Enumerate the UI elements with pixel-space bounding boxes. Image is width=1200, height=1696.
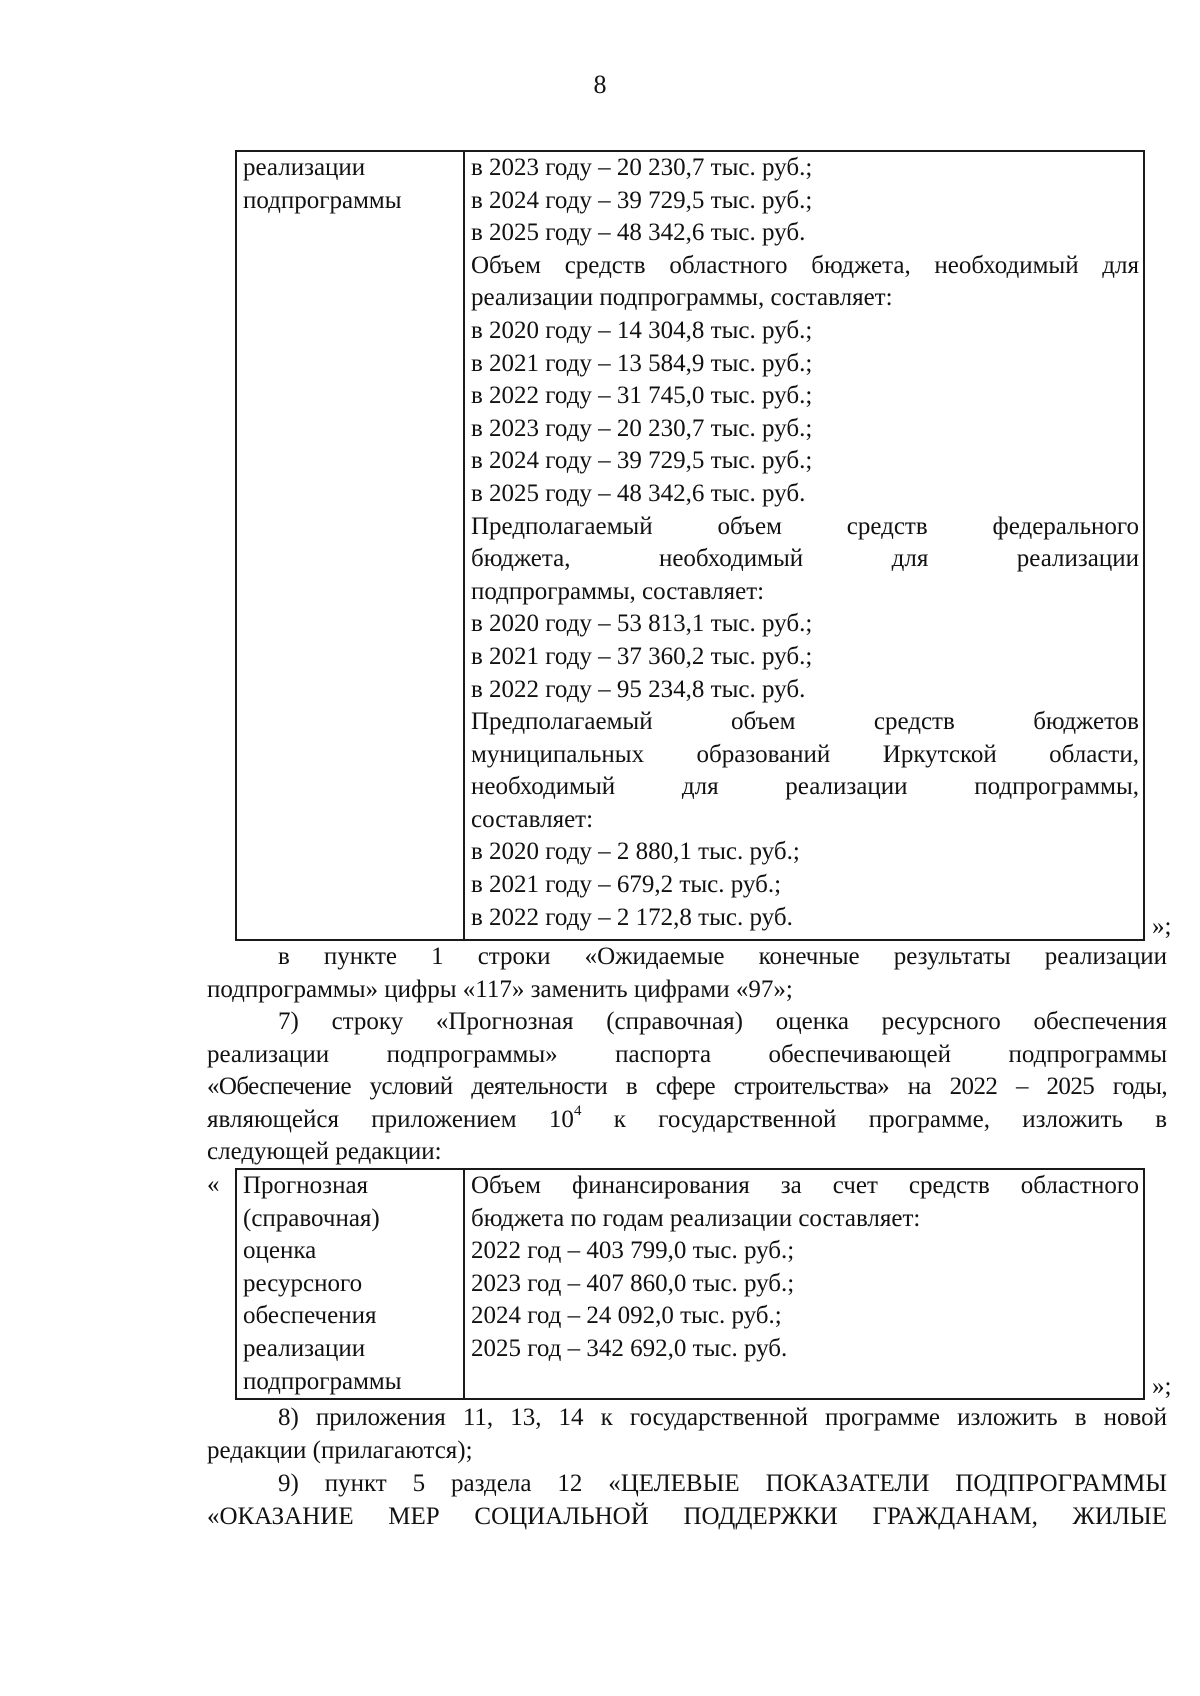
table1-right-line: в 2022 году – 95 234,8 тыс. руб. — [471, 675, 806, 703]
table1-right-line: в 2023 году – 20 230,7 тыс. руб.; — [471, 414, 813, 442]
table2-right-line: 2024 год – 24 092,0 тыс. руб.; — [471, 1302, 782, 1330]
table2-left-line: обеспечения — [243, 1302, 377, 1330]
table1-right-line: в 2022 году – 31 745,0 тыс. руб.; — [471, 382, 813, 410]
table1-left-text — [243, 152, 459, 217]
table1-right-line: в 2020 году – 14 304,8 тыс. руб.; — [471, 316, 813, 344]
paragraph4-line1: 9) пункт 5 раздела 12 «ЦЕЛЕВЫЕ ПОКАЗАТЕЛИ ПОДПРОГРАММЫ — [278, 1470, 1167, 1497]
paragraph2-line1: 7) строку «Прогнозная (справочная) оценка ресурсного обеспечения — [278, 1008, 1167, 1035]
table2-left-line: ресурсного — [243, 1269, 363, 1297]
paragraph2-line3: «Обеспечение условий деятельности в сфере строительства» на 2022 – 2025 годы, — [207, 1073, 1167, 1100]
table2-right-text — [471, 1170, 1139, 1366]
table2-right-line: 2025 год – 342 692,0 тыс. руб. — [471, 1334, 788, 1362]
table1-right-line: бюджета, необходимый для реализации — [471, 545, 1139, 573]
table1-right-line: в 2020 году – 2 880,1 тыс. руб.; — [471, 838, 800, 866]
table1-right-line: составляет: — [471, 805, 594, 833]
paragraph-item-1-change — [207, 941, 1167, 1006]
table2-right-line: 2023 год – 407 860,0 тыс. руб.; — [471, 1269, 795, 1297]
table1-right-line: муниципальных образований Иркутской области, — [471, 740, 1139, 768]
resource-table-forecast — [235, 1168, 1145, 1400]
table1-right-line: в 2023 году – 20 230,7 тыс. руб.; — [471, 154, 813, 181]
paragraph-item-8 — [207, 1402, 1167, 1467]
table1-right-line: необходимый для реализации подпрограммы, — [471, 773, 1139, 801]
table2-close-quote: »; — [1152, 1373, 1172, 1400]
table1-left-cell — [236, 151, 464, 940]
table1-right-text — [471, 152, 1139, 934]
table2-left-line: (справочная) — [243, 1204, 380, 1232]
table2-left-line: оценка — [243, 1237, 317, 1265]
table2-left-text — [243, 1170, 459, 1398]
resource-table-continued — [235, 150, 1145, 941]
table2-right-cell — [464, 1169, 1144, 1399]
table2-left-line: реализации — [243, 1334, 366, 1362]
table1-right-line: в 2021 году – 679,2 тыс. руб.; — [471, 871, 782, 899]
paragraph-item-7 — [207, 1006, 1167, 1169]
paragraph-item-9 — [207, 1468, 1167, 1533]
table2-right-line: 2022 год – 403 799,0 тыс. руб.; — [471, 1237, 795, 1265]
table1-right-line: Объем средств областного бюджета, необходимый для — [471, 251, 1139, 279]
table1-right-line: реализации подпрограммы, составляет: — [471, 284, 893, 312]
paragraph1-line2: подпрограммы» цифры «117» заменить цифрами «97»; — [207, 975, 793, 1003]
table1-right-line: в 2024 году – 39 729,5 тыс. руб.; — [471, 186, 813, 214]
table2-left-line: Прогнозная — [243, 1172, 369, 1199]
page-number: 8 — [593, 70, 607, 99]
table2-right-line: бюджета по годам реализации составляет: — [471, 1204, 921, 1232]
table1-right-line: подпрограммы, составляет: — [471, 577, 765, 605]
table2-left-line: подпрограммы — [243, 1367, 402, 1395]
paragraph3-line1: 8) приложения 11, 13, 14 к государственной программе изложить в новой — [278, 1404, 1167, 1431]
paragraph2-line5: следующей редакции: — [207, 1138, 442, 1165]
table1-close-quote: »; — [1152, 913, 1172, 940]
paragraph1-line1: в пункте 1 строки «Ожидаемые конечные результаты реализации — [278, 943, 1167, 970]
paragraph2-line4: являющейся приложением $10^4$ к государственной программе, изложить в — [207, 1103, 1167, 1133]
paragraph4-line2: «ОКАЗАНИЕ МЕР СОЦИАЛЬНОЙ ПОДДЕРЖКИ ГРАЖДАНАМ, ЖИЛЫЕ — [207, 1502, 1167, 1530]
table1-right-cell — [464, 151, 1144, 940]
table1-right-line: в 2025 году – 48 342,6 тыс. руб. — [471, 479, 806, 507]
paragraph2-line2: реализации подпрограммы» паспорта обеспечивающей подпрограммы — [207, 1040, 1167, 1068]
table1-right-line: в 2020 году – 53 813,1 тыс. руб.; — [471, 610, 813, 638]
table1-right-line: в 2024 году – 39 729,5 тыс. руб.; — [471, 447, 813, 475]
paragraph3-line2: редакции (прилагаются); — [207, 1436, 473, 1464]
table1-left-line: подпрограммы — [243, 186, 402, 214]
table2-right-line: Объем финансирования за счет средств областного — [471, 1172, 1139, 1199]
table1-right-line: в 2025 году – 48 342,6 тыс. руб. — [471, 219, 806, 247]
table1-right-line: Предполагаемый объем средств федерального — [471, 512, 1139, 540]
table1-right-line: в 2021 году – 37 360,2 тыс. руб.; — [471, 642, 813, 670]
table1-right-line: в 2022 году – 2 172,8 тыс. руб. — [471, 903, 793, 931]
table2-left-cell — [236, 1169, 464, 1399]
table1-right-line: Предполагаемый объем средств бюджетов — [471, 708, 1139, 736]
table1-left-line: реализации — [243, 154, 366, 181]
table1-right-line: в 2021 году – 13 584,9 тыс. руб.; — [471, 349, 813, 377]
table2-open-quote: « — [207, 1171, 220, 1198]
